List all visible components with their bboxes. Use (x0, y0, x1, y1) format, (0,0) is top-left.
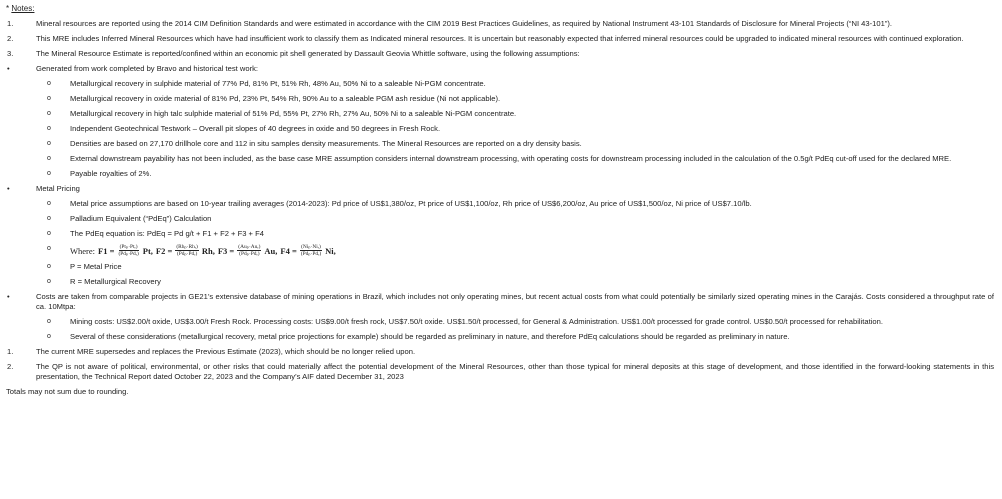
list-marker: o (47, 245, 51, 252)
note-text: The QP is not aware of political, environmental, or other risks that could materially affect the potential development of the Mineral Resources, other than those typical for mineral deposits at this stage of development, and those identified in the forward-looking statements in this presentation, the Technical Report dated October 22, 2023 and the Company’s AIF dated December 31, 2023 (36, 362, 994, 381)
formula-fraction (117, 244, 139, 257)
note-subitem (6, 169, 994, 179)
list-marker: o (47, 125, 51, 132)
note-text: Mining costs: US$2.00/t oxide, US$3.00/t Fresh Rock. Processing costs: US$9.00/t fresh rock, US$7.50/t oxide. US$1.50/t processed, for General & Administration. US$1.00/t processed for grade control. US$0.50/t processed for rehabilitation. (70, 317, 883, 326)
note-text: Metallurgical recovery in high talc sulphide material of 51% Pd, 55% Pt, 27% Rh, 27% Au, 50% Ni to a saleable Ni-PGM concentrate. (70, 109, 517, 118)
formula-fraction (175, 244, 199, 257)
formula-element: Rh, (201, 245, 215, 256)
note-item (6, 347, 994, 357)
formula-element: Au, (264, 245, 278, 256)
list-marker: o (47, 333, 51, 340)
note-text: Costs are taken from comparable projects in GE21’s extensive database of mining operations in Brazil, which includes not only operating mines, but recent actual costs from what could potentially be similarly sized operating mines in the Carajás. Costs considered a throughput rate of ca. 10Mtpa: (36, 292, 994, 311)
note-text: Metal price assumptions are based on 10-year trailing averages (2014-2023): Pd price of US$1,380/oz, Pt price of US$1,100/oz, Rh price of US$6,200/oz, Au price of US$1,500/oz, Ni price of US$7.10/lb. (70, 199, 752, 208)
note-text: Payable royalties of 2%. (70, 169, 152, 178)
list-marker: o (47, 230, 51, 237)
note-item (6, 49, 994, 59)
note-text: Densities are based on 27,170 drillhole core and 112 in situ samples density measurements. The Mineral Resources are reported on a dry density basis. (70, 139, 582, 148)
note-subitem (6, 229, 994, 239)
note-text: Metallurgical recovery in sulphide material of 77% Pd, 81% Pt, 51% Rh, 48% Au, 50% Ni to a saleable Ni-PGM concentrate. (70, 79, 486, 88)
list-marker: o (47, 140, 51, 147)
note-text: Independent Geotechnical Testwork – Overall pit slopes of 40 degrees in oxide and 50 degrees in Fresh Rock. (70, 124, 441, 133)
note-text: The current MRE supersedes and replaces the Previous Estimate (2023), which should be no longer relied upon. (36, 347, 416, 356)
note-text: The Mineral Resource Estimate is reported/confined within an economic pit shell generated by Dassault Geovia Whittle software, using the following assumptions: (36, 49, 580, 58)
list-marker: o (47, 110, 51, 117)
title-label: Notes: (11, 4, 35, 13)
note-subitem (6, 214, 994, 224)
note-subitem (6, 139, 994, 149)
list-marker: • (7, 184, 10, 193)
list-marker: o (47, 80, 51, 87)
note-subitem (6, 244, 994, 257)
note-subitem (6, 277, 994, 287)
notes-title (6, 4, 994, 14)
fraction-denominator: (Pdₚ·Pdᵣ) (118, 251, 139, 257)
fraction-numerator: (Auₚ·Auᵣ) (238, 244, 261, 250)
list-marker: o (47, 155, 51, 162)
note-text: R = Metallurgical Recovery (70, 277, 161, 286)
formula-element: Pt, (142, 245, 153, 256)
note-subitem (6, 332, 994, 342)
formula-term-label: F4 = (280, 245, 297, 256)
note-subitem (6, 79, 994, 89)
fraction-numerator: (Ptₚ·Ptᵣ) (119, 244, 138, 250)
notes-list (6, 19, 994, 382)
formula-fraction (300, 244, 322, 257)
note-text: Metal Pricing (36, 184, 80, 193)
list-marker: o (47, 95, 51, 102)
note-item (6, 362, 994, 382)
formula-fraction (237, 244, 261, 257)
list-marker: 2. (7, 362, 14, 371)
formula-where: Where: (70, 245, 96, 256)
note-subitem (6, 124, 994, 134)
list-marker: o (47, 170, 51, 177)
list-marker: o (47, 200, 51, 207)
formula-term-label: F1 = (98, 245, 115, 256)
note-text: Palladium Equivalent (“PdEq”) Calculation (70, 214, 212, 223)
note-subitem (6, 94, 994, 104)
note-text: The PdEq equation is: PdEq = Pd g/t + F1 + F2 + F3 + F4 (70, 229, 264, 238)
title-star: * (6, 4, 12, 13)
list-marker: 3. (7, 49, 14, 58)
list-marker: 1. (7, 19, 14, 28)
pdeq-formula (70, 244, 336, 257)
list-marker: o (47, 263, 51, 270)
note-text: This MRE includes Inferred Mineral Resources which have had insufficient work to classify them as Indicated mineral resources. It is uncertain but reasonably expected that inferred mineral resources could be upgraded to indicated mineral resources with continued exploration. (36, 34, 964, 43)
list-marker: o (47, 278, 51, 285)
formula-term-label: F3 = (217, 245, 235, 256)
list-marker: o (47, 215, 51, 222)
list-marker: 1. (7, 347, 14, 356)
note-subitem (6, 317, 994, 327)
note-text: P = Metal Price (70, 262, 122, 271)
formula-element: Ni, (325, 245, 336, 256)
note-subitem (6, 154, 994, 164)
note-item (6, 19, 994, 29)
note-subitem (6, 199, 994, 209)
formula-term-label: F2 = (155, 245, 173, 256)
note-subitem (6, 262, 994, 272)
fraction-numerator: (Rhₚ·Rhᵣ) (176, 244, 198, 250)
note-text: Several of these considerations (metallurgical recovery, metal price projections for example) should be regarded as preliminary in nature, and therefore PdEq calculations should be regarded as preliminary in nature. (70, 332, 790, 341)
fraction-denominator: (Pdₚ·Pdᵣ) (300, 251, 322, 257)
note-item (6, 184, 994, 194)
note-text: Metallurgical recovery in oxide material of 81% Pd, 23% Pt, 54% Rh, 90% Au to a saleable PGM ash residue (Ni not applicable). (70, 94, 501, 103)
note-text: Generated from work completed by Bravo and historical test work: (36, 64, 259, 73)
list-marker: 2. (7, 34, 14, 43)
list-marker: • (7, 292, 10, 301)
footer-note: Totals may not sum due to rounding. (6, 387, 129, 396)
note-subitem (6, 109, 994, 119)
list-marker: o (47, 318, 51, 325)
note-item (6, 64, 994, 74)
note-item (6, 292, 994, 312)
fraction-denominator: (Pdₚ·Pdᵣ) (239, 251, 260, 257)
list-marker: • (7, 64, 10, 73)
fraction-denominator: (Pdₚ·Pdᵣ) (176, 251, 198, 257)
note-text: Mineral resources are reported using the 2014 CIM Definition Standards and were estimated in accordance with the CIM 2019 Best Practices Guidelines, as required by National Instrument 43-101 Standards of Disclosure for Mineral Projects (“NI 43-101”). (36, 19, 892, 28)
note-text: External downstream payability has not been included, as the base case MRE assumption considers internal downstream processing, with operating costs for downstream processing included in the calculation of the 0.5g/t PdEq cut-off used for the declared MRE. (70, 154, 952, 163)
note-item (6, 34, 994, 44)
fraction-numerator: (Niₚ·Niᵣ) (301, 244, 321, 250)
